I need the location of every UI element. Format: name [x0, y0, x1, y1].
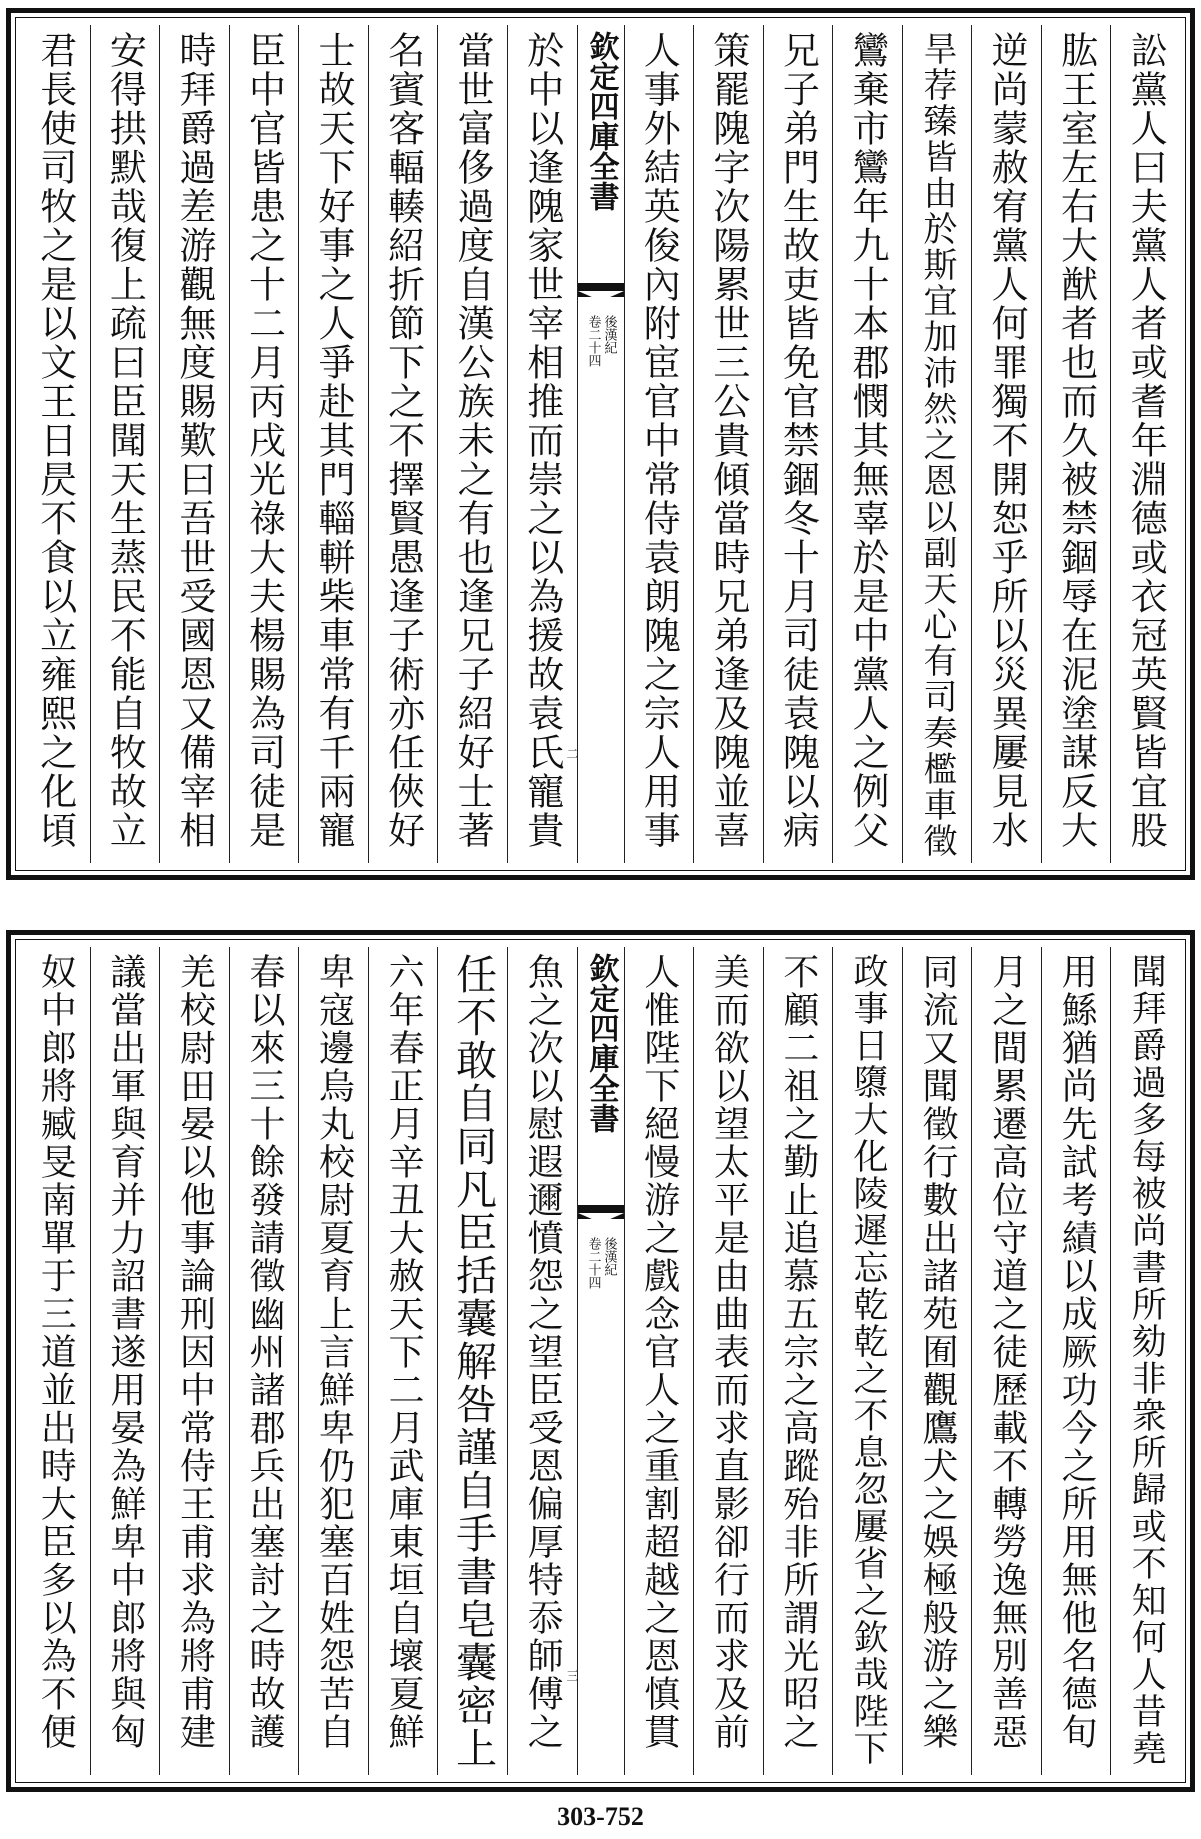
text-column: [229, 25, 299, 863]
text-column: [159, 25, 229, 863]
center-fold: [577, 25, 624, 863]
text-column: [832, 947, 902, 1775]
column-text: 羌校尉田晏以他事論刑因中常侍王甫求為將甫建: [174, 953, 216, 1751]
bottom-page: [6, 930, 1195, 1792]
text-column: [971, 25, 1041, 863]
column-text: 肱王室左右大猷者也而久被禁錮辱在泥塗謀反大: [1054, 31, 1098, 850]
text-column: [763, 947, 833, 1775]
text-column: [368, 25, 438, 863]
center-title: 欽定四庫全書: [583, 31, 619, 211]
text-column: [1110, 947, 1180, 1775]
text-column: [229, 947, 299, 1775]
page-number: 303-752: [557, 1802, 644, 1831]
text-column: [1041, 25, 1111, 863]
text-column: [832, 25, 902, 863]
text-column: [1110, 25, 1180, 863]
text-column: [763, 25, 833, 863]
fish-tail-mark: [578, 1205, 624, 1219]
column-text: 任不敢自同凡臣括囊解咎謹自手書皂囊密上: [449, 953, 498, 1770]
text-column: [693, 25, 763, 863]
book-title: 後漢紀: [601, 315, 617, 354]
column-text: 政事日隳大化陵遲忘乾乾之不息忽屢省之欽哉陛下: [847, 953, 888, 1767]
column-text: 名賓客輻輳紹折節下之不擇賢愚逢子術亦任俠好: [381, 31, 425, 850]
leaf-number: 三: [566, 1669, 579, 1683]
text-column: [90, 25, 160, 863]
column-text: 美而欲以望太平是由曲表而求直影卻行而求及前: [708, 953, 750, 1751]
column-text: 聞拜爵過多每被尚書所劾非衆所歸或不知何人昔堯: [1126, 953, 1167, 1767]
text-column: [624, 25, 694, 863]
column-text: 卑寇邊烏丸校尉夏育上言鮮卑仍犯塞百姓怨苦自: [313, 953, 355, 1751]
center-fold: [577, 947, 624, 1775]
column-text: 旱荐臻皆由於斯宜加沛然之恩以副天心有司奏檻車徵: [917, 31, 958, 859]
top-page-columns: [21, 25, 1180, 863]
column-text: 魚之次以慰遐邇憤怨之望臣受恩偏厚特忝師傅之: [522, 953, 564, 1751]
text-column: [437, 25, 507, 863]
leaf-number: 二: [566, 747, 579, 761]
column-text: 君長使司牧之是以文王日昃不食以立雍熙之化頃: [33, 31, 77, 850]
column-text: 不顧二祖之勤止追慕五宗之高蹤殆非所謂光昭之: [777, 953, 819, 1751]
column-text: 六年春正月辛丑大赦天下二月武庫東垣自壞夏鮮: [383, 953, 425, 1751]
column-text: 安得拱默哉復上疏曰臣聞天生蒸民不能自牧故立: [103, 31, 147, 850]
text-column: [693, 947, 763, 1775]
fish-tail-mark: [578, 283, 624, 297]
column-text: 奴中郎將臧旻南單于三道並出時大臣多以為不便: [35, 953, 77, 1751]
column-text: 兄子弟門生故吏皆免官禁錮冬十月司徒袁隗以病: [776, 31, 820, 850]
text-column: [507, 25, 577, 863]
text-column: [368, 947, 438, 1775]
column-text: 春以來三十餘發請徵幽州諸郡兵出塞討之時故護: [243, 953, 285, 1751]
column-text: 訟黨人曰夫黨人者或耆年淵德或衣冠英賢皆宜股: [1124, 31, 1168, 850]
column-text: 同流又聞徵行數出諸苑囿觀鷹犬之娛極般游之樂: [917, 953, 959, 1751]
column-text: 人惟陛下絕慢游之戲念官人之重割超越之恩慎貫: [638, 953, 680, 1751]
text-column: [298, 25, 368, 863]
column-text: 於中以逢隗家世宰相推而崇之以為援故袁氏寵貴: [520, 31, 564, 850]
column-text: 士故天下好事之人爭赴其門輜軿柴車常有千兩寵: [312, 31, 356, 850]
text-column: [21, 25, 90, 863]
book-title: 後漢紀: [601, 1237, 617, 1276]
center-book: [585, 315, 617, 367]
volume-label: 卷二十四: [585, 1237, 601, 1289]
text-column: [971, 947, 1041, 1775]
center-book: [585, 1237, 617, 1289]
column-text: 臣中官皆患之十二月丙戌光祿大夫楊賜為司徒是: [242, 31, 286, 850]
column-text: 議當出軍與育并力詔書遂用晏為鮮卑中郎將與匈: [104, 953, 146, 1751]
text-column: [624, 947, 694, 1775]
top-page: [6, 8, 1195, 880]
column-text: 鸞棄市鸞年九十本郡憫其無辜於是中黨人之例父: [845, 31, 889, 850]
bottom-page-columns: [21, 947, 1180, 1775]
column-text: 用鯀猶尚先試考績以成厥功今之所用無他名德旬: [1056, 953, 1098, 1751]
text-column: [159, 947, 229, 1775]
text-column: [437, 947, 507, 1775]
text-column: [21, 947, 90, 1775]
text-column: [902, 947, 972, 1775]
text-column: [298, 947, 368, 1775]
column-text: 人事外結英俊內附宦官中常侍袁朗隗之宗人用事: [637, 31, 681, 850]
volume-label: 卷二十四: [585, 315, 601, 367]
column-text: 時拜爵過差游觀無度賜歎曰吾世受國恩又備宰相: [172, 31, 216, 850]
text-column: [902, 25, 972, 863]
column-text: 策罷隗字次陽累世三公貴傾當時兄弟逢及隗並喜: [706, 31, 750, 850]
column-text: 月之間累遷高位守道之徒歷載不轉勞逸無別善惡: [986, 953, 1028, 1751]
text-column: [1041, 947, 1111, 1775]
column-text: 當世富侈過度自漢公族未之有也逢兄子紹好士著: [451, 31, 495, 850]
center-title: 欽定四庫全書: [583, 953, 619, 1133]
text-column: [90, 947, 160, 1775]
text-column: [507, 947, 577, 1775]
column-text: 逆尚蒙赦宥黨人何罪獨不開恕乎所以災異屢見水: [985, 31, 1029, 850]
